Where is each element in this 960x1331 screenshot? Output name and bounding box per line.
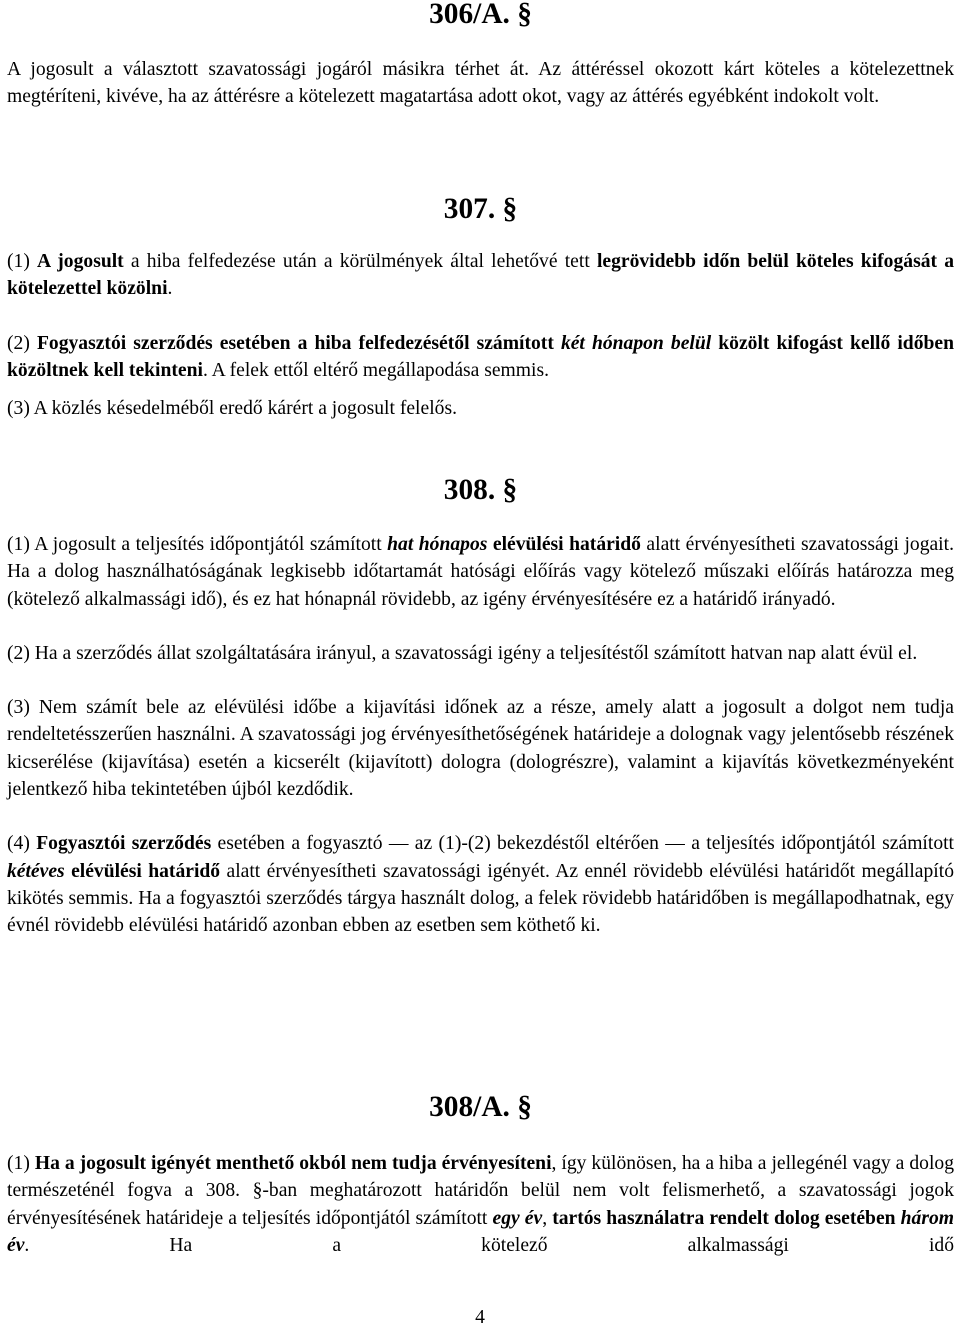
- section-306a: [7, 0, 954, 111]
- page-number: 4: [475, 1307, 485, 1328]
- paragraph-1: (1) A jogosult a teljesítés időpontjától számított hat hónapos elévülési határidő alatt érvényesítheti szavatossági jogait. Ha a dolog használhatóságának legkisebb időtartamát hatósági előírás vagy kötelező műszaki előírás határozza meg (kötelező alkalmassági idő), és ez hat hónapnál rövidebb, az igény érvényesítésére ez a határidő irányadó.: [7, 534, 954, 610]
- section-307: [7, 195, 954, 422]
- section-title: 306/A. §: [429, 0, 532, 30]
- paragraph-3: (3) Nem számít bele az elévülési időbe a kijavítási időnek az a része, amely alatt a jogosult a dolgot nem tudja rendeltetésszerűen használni. A szavatossági jog érvényesíthetőségének határideje a dolognak vagy jelentősebb részének kicserélése (kijavítása) esetén a kicserélt (kijavított) dologra (dologrészre), valamint a kijavítás következményeként jelentkező hiba tekintetében újból kezdődik.: [7, 697, 954, 801]
- paragraph: A jogosult a választott szavatossági jogáról másikra térhet át. Az áttéréssel okozott kárt köteles a kötelezettnek megtéríteni, kivéve, ha az áttérésre a kötelezett magatartása adott okot, vagy az áttérés egyébként indokolt volt.: [7, 59, 954, 108]
- paragraph-1: (1) A jogosult a hiba felfedezése után a körülmények által lehetővé tett legrövidebb időn belül köteles kifogását a kötelezettel közölni.: [7, 251, 954, 300]
- paragraph-3: (3) A közlés késedelméből eredő kárért a jogosult felelős.: [7, 398, 457, 420]
- section-title: 308. §: [443, 474, 518, 506]
- paragraph-1: (1) Ha a jogosult igényét menthető okból nem tudja érvényesíteni, így különösen, ha a hiba a jellegénél vagy a dolog természeténél fogva a 308. §-ban meghatározott határidőn belül nem volt felismerhető, a szavatossági jogok érvényesítésének határideje a teljesítés időpontjától számított egy év, tartós használatra rendelt dolog esetében három év. Ha a kötelező alkalmassági idő: [7, 1153, 955, 1256]
- section-title: 307. §: [443, 193, 518, 225]
- paragraph-4: (4) Fogyasztói szerződés esetében a fogyasztó — az (1)-(2) bekezdéstől eltérően — a teljesítés időpontjától számított kétéves elévülési határidő alatt érvényesítheti szavatossági igényét. Az ennél rövidebb elévülési határidőt megállapító kikötés semmis. Ha a fogyasztói szerződés tárgya használt dolog, a felek rövidebb határidőben is megállapodhatnak, egy évnél rövidebb elévülési határidő azonban ebben az esetben sem köthető ki.: [7, 833, 955, 937]
- section-308: [7, 476, 954, 940]
- section-title: 308/A. §: [429, 1091, 532, 1123]
- section-308a: [7, 1093, 954, 1259]
- paragraph-2: (2) Fogyasztói szerződés esetében a hiba felfedezésétől számított két hónapon belül közölt kifogást kellő időben közöltnek kell tekinteni. A felek ettől eltérő megállapodása semmis.: [7, 332, 954, 381]
- paragraph-2: (2) Ha a szerződés állat szolgáltatására irányul, a szavatossági igény a teljesítéstől számított hatvan nap alatt évül el.: [7, 642, 918, 664]
